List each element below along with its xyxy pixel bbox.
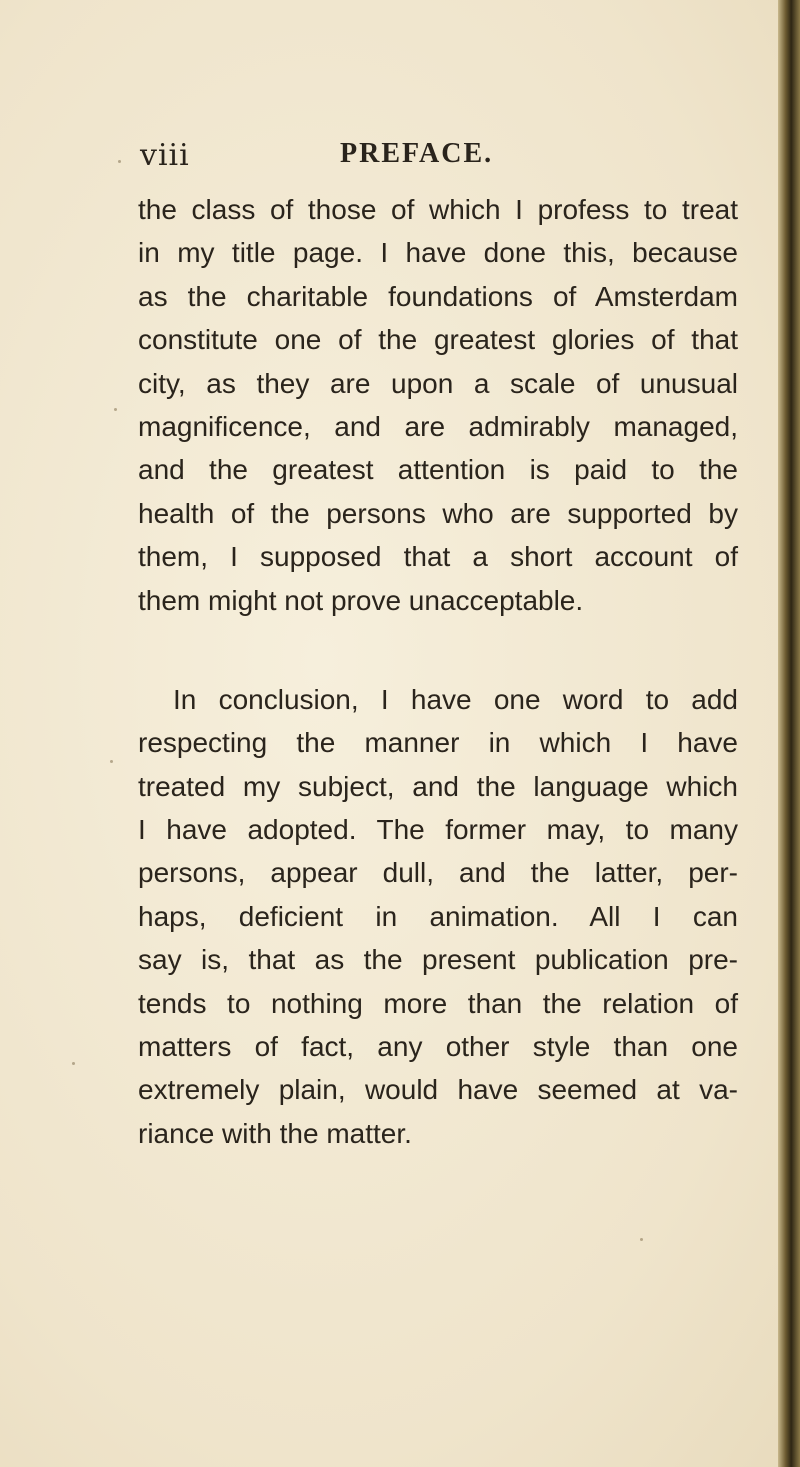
text-line: In conclusion, I have one word to add [173, 683, 738, 715]
text-line: city, as they are upon a scale of unusual [138, 367, 738, 399]
book-spine-edge [778, 0, 800, 1467]
text-line: them might not prove unacceptable. [138, 584, 584, 616]
text-line: haps, deficient in animation. All I can [138, 900, 738, 932]
text-line: treated my subject, and the language which [138, 770, 738, 802]
text-line: in my title page. I have done this, because [138, 237, 738, 269]
text-line: as the charitable foundations of Amsterdam [138, 280, 738, 312]
text-line: health of the persons who are supported by [138, 497, 738, 529]
page-header [140, 138, 560, 188]
text-line: matters of fact, any other style than one [138, 1031, 738, 1063]
text-line: I have adopted. The former may, to many [138, 814, 738, 846]
paragraph-2 [138, 678, 738, 1155]
text-line: magnificence, and are admirably managed, [138, 410, 738, 442]
running-head: PREFACE. [340, 138, 494, 169]
page-number: viii [140, 138, 190, 173]
body-text [138, 188, 738, 1155]
text-line: extremely plain, would have seemed at va- [138, 1074, 738, 1106]
text-line: constitute one of the greatest glories of that [138, 324, 738, 356]
text-line: say is, that as the present publication pre- [138, 944, 738, 976]
paper-speck [114, 408, 117, 411]
text-line: the class of those of which I profess to treat [138, 194, 738, 225]
paper-speck [118, 160, 121, 163]
text-line: respecting the manner in which I have [138, 727, 738, 759]
text-line: tends to nothing more than the relation of [138, 987, 738, 1019]
paragraph-1 [138, 188, 738, 622]
paper-speck [640, 1238, 643, 1241]
text-line: persons, appear dull, and the latter, per- [138, 857, 738, 889]
text-line: and the greatest attention is paid to the [138, 454, 738, 486]
paragraph-gap [138, 622, 738, 678]
paper-speck [110, 760, 113, 763]
text-line: them, I supposed that a short account of [138, 541, 738, 573]
paper-speck [72, 1062, 75, 1065]
text-line: riance with the matter. [138, 1117, 412, 1149]
